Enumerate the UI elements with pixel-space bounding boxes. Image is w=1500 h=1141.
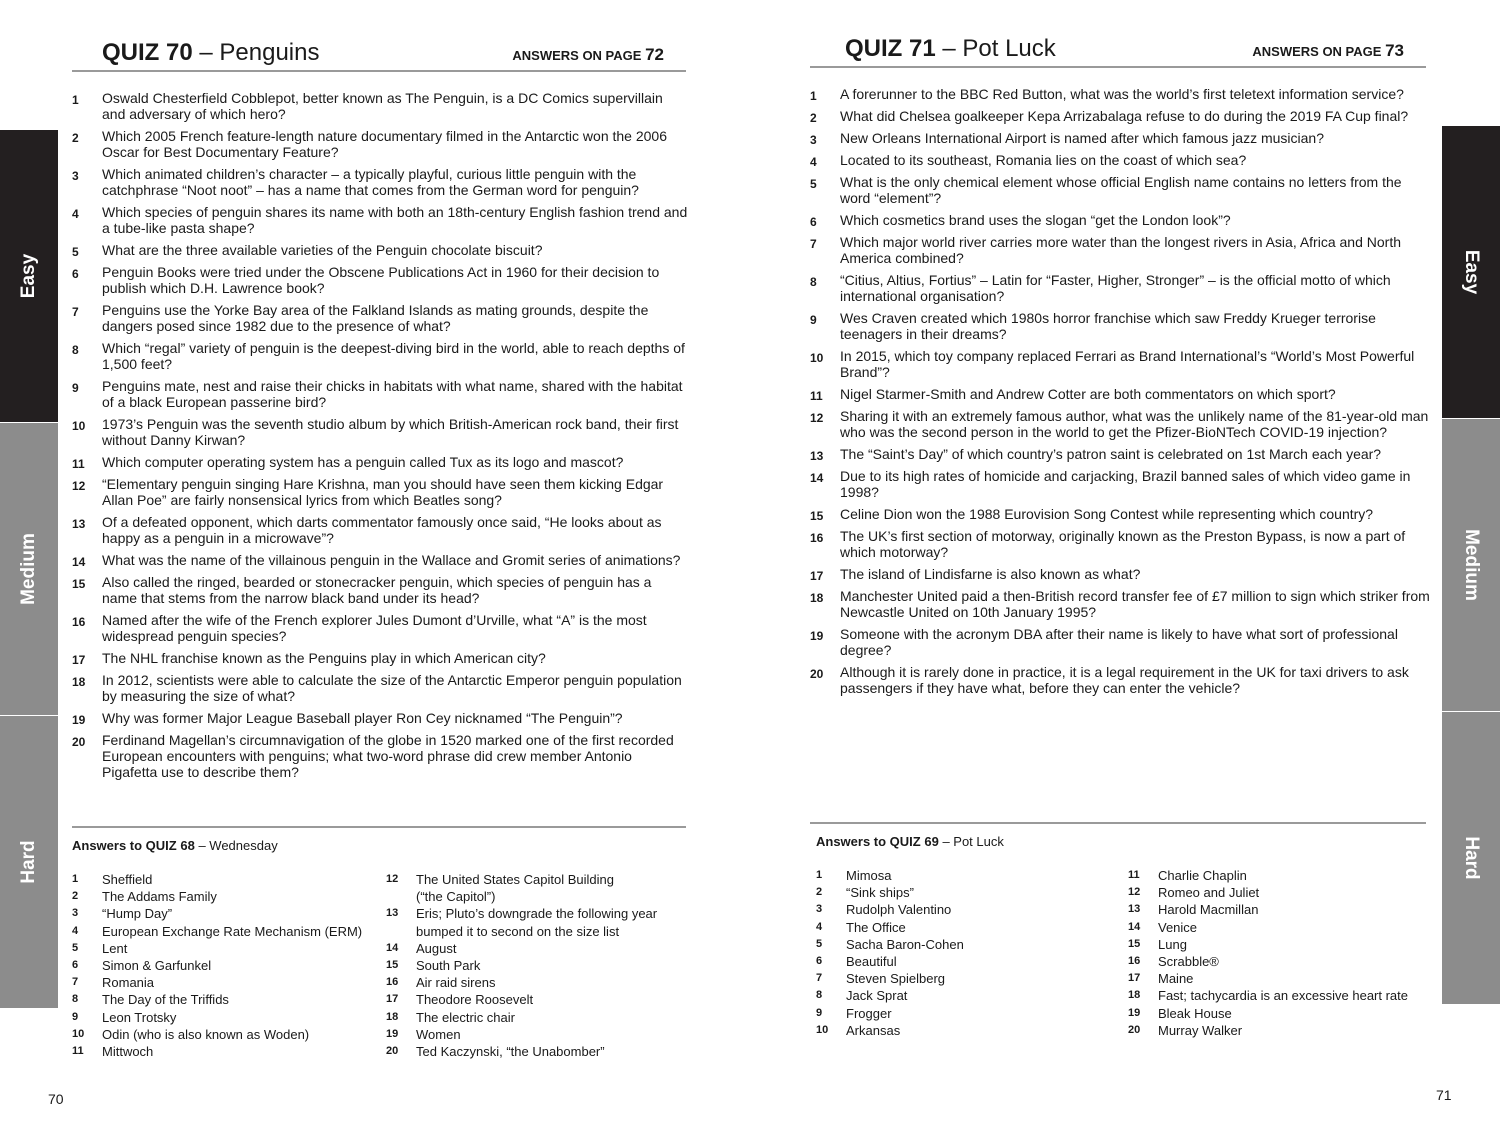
question-item-number: 17	[72, 653, 86, 667]
question-item	[810, 174, 1430, 206]
answer-item	[816, 867, 1116, 884]
answer-item	[1128, 884, 1428, 901]
answer-item-text: South Park	[416, 958, 481, 974]
answers-on-label: ANSWERS ON PAGE	[512, 48, 642, 63]
question-item	[72, 514, 690, 546]
question-item	[72, 552, 690, 568]
answer-item-text: The Day of the Triffids	[102, 992, 229, 1008]
answer-item	[1128, 1005, 1428, 1022]
question-item-number: 5	[72, 245, 79, 259]
question-item-text: Of a defeated opponent, which darts commentator famously once said, “He looks about as happy as a penguin in a microwave”?	[102, 514, 662, 546]
answer-item-text: Beautiful	[846, 954, 897, 970]
answer-item	[1128, 953, 1428, 970]
answer-item	[1128, 936, 1428, 953]
answer-item-text: Fast; tachycardia is an excessive heart rate	[1158, 988, 1409, 1004]
right-page	[750, 0, 1500, 1141]
tab-medium	[1442, 419, 1500, 711]
answer-item-text: Frogger	[846, 1005, 892, 1021]
answer-item-number: 3	[72, 907, 79, 920]
answer-item	[816, 936, 1116, 953]
answers-heading-prefix: Answers to QUIZ 68	[72, 838, 195, 853]
question-item	[810, 386, 1430, 402]
question-item-text: Penguins use the Yorke Bay area of the Falkland Islands as mating grounds, despite the dangers posed since 1982 due to the presence of what?	[102, 302, 649, 334]
question-item	[810, 566, 1430, 582]
question-item-text: Manchester United paid a then-British record transfer fee of £7 million to sign which striker from Newcastle United on 10th January 1995?	[840, 588, 1430, 620]
tab-medium	[0, 423, 58, 715]
answer-item	[816, 970, 1116, 987]
answer-item-text: Sheffield	[102, 872, 153, 887]
answer-item-number: 6	[816, 955, 823, 968]
question-item-text: Named after the wife of the French explorer Jules Dumont d’Urville, what “A” is the most widespread penguin species?	[102, 612, 647, 644]
answer-item	[386, 1043, 686, 1060]
answer-item	[72, 1043, 372, 1060]
question-item	[72, 732, 690, 780]
answer-item-number: 14	[386, 941, 399, 954]
answer-item	[386, 991, 686, 1008]
question-list	[810, 86, 1430, 702]
answer-item-number: 20	[1128, 1023, 1141, 1036]
answer-item-number: 1	[816, 869, 823, 881]
answer-item	[386, 1009, 686, 1026]
answer-item	[816, 953, 1116, 970]
answer-item-text: The Addams Family	[102, 889, 217, 905]
answer-item	[72, 974, 372, 991]
question-item-number: 12	[810, 411, 824, 425]
question-item-number: 2	[810, 111, 817, 125]
tab-easy	[0, 130, 58, 422]
question-item-number: 16	[72, 615, 86, 629]
answer-item-text: August	[416, 940, 457, 956]
answer-item-text: Murray Walker	[1158, 1022, 1243, 1038]
question-item	[810, 468, 1430, 500]
question-item-number: 8	[72, 343, 79, 357]
answer-item-text: Rudolph Valentino	[846, 902, 952, 918]
question-item	[72, 454, 690, 470]
tab-medium-label: Medium	[1461, 529, 1482, 601]
answers-page-number: 73	[1385, 41, 1404, 60]
answer-item-number: 15	[386, 959, 399, 972]
question-item	[810, 108, 1430, 124]
question-item-number: 10	[810, 351, 824, 365]
answer-item-text: Lung	[1158, 936, 1187, 952]
question-item-number: 4	[810, 155, 817, 169]
question-item	[810, 272, 1430, 304]
question-item-text: Why was former Major League Baseball player Ron Cey nicknamed “The Penguin”?	[102, 710, 623, 726]
quiz-number: QUIZ 71	[845, 35, 936, 62]
answer-item	[1128, 867, 1428, 884]
answer-item-text: Harold Macmillan	[1158, 902, 1259, 918]
question-item	[72, 302, 690, 334]
question-item-text: In 2012, scientists were able to calculate the size of the Antarctic Emperor penguin population by measuring the size of what?	[102, 672, 682, 704]
answer-item	[72, 923, 372, 940]
question-item	[810, 446, 1430, 462]
answer-item-number: 12	[1128, 886, 1141, 899]
answers-on-page	[512, 45, 664, 65]
answer-item-text: The United States Capitol Building	[416, 872, 615, 887]
quiz-topic: Pot Luck	[962, 35, 1056, 62]
answer-item	[72, 940, 372, 957]
question-item-text: Which 2005 French feature-length nature documentary filmed in the Antarctic won the 2006 Oscar for Best Documentary Feature?	[102, 128, 667, 160]
answer-item-text: Mimosa	[846, 868, 892, 883]
question-item-text: What is the only chemical element whose official English name contains no letters from the word “element”?	[840, 174, 1402, 206]
answer-item	[816, 987, 1116, 1004]
answer-item-number: 4	[816, 920, 823, 933]
question-item-number: 17	[810, 569, 824, 583]
question-item-number: 19	[810, 629, 824, 643]
question-item	[810, 528, 1430, 560]
answer-item	[72, 1026, 372, 1043]
tab-hard-label: Hard	[18, 840, 39, 884]
question-item-text: Celine Dion won the 1988 Eurovision Song Contest while representing which country?	[840, 506, 1374, 522]
question-item-text: Penguin Books were tried under the Obscene Publications Act in 1960 for their decision to publish which D.H. Lawrence book?	[102, 264, 660, 296]
question-item-number: 11	[72, 457, 85, 471]
question-item-number: 15	[810, 509, 824, 523]
answer-item-text: Scrabble®	[1158, 954, 1219, 970]
question-item	[72, 204, 690, 236]
question-item	[72, 378, 690, 410]
answer-item-number: 19	[1128, 1006, 1141, 1019]
question-item-text: The UK’s first section of motorway, originally known as the Preston Bypass, is now a part of which motorway?	[840, 528, 1406, 560]
question-item	[810, 130, 1430, 146]
answer-item-number: 19	[386, 1027, 399, 1040]
question-item	[72, 650, 690, 666]
answer-item-number: 7	[816, 972, 823, 985]
answer-item	[1128, 901, 1428, 918]
answer-item-text: Simon & Garfunkel	[102, 958, 212, 974]
question-item	[72, 340, 690, 372]
answer-item	[386, 1026, 686, 1043]
question-item-number: 20	[810, 667, 824, 681]
question-item-text: Which species of penguin shares its name with both an 18th-century English fashion trend and a tube-like pasta shape?	[102, 204, 688, 236]
quiz-header	[810, 26, 1426, 68]
question-item	[72, 128, 690, 160]
quiz-topic: Penguins	[219, 39, 320, 66]
title-dash: –	[199, 39, 220, 66]
question-item	[72, 264, 690, 296]
question-item-text: What are the three available varieties of the Penguin chocolate biscuit?	[102, 242, 543, 258]
question-item	[810, 348, 1430, 380]
answer-item-number: 13	[386, 907, 399, 920]
answer-item-text: Mittwoch	[102, 1044, 154, 1060]
answer-item	[386, 871, 686, 888]
question-item-text: The island of Lindisfarne is also known as what?	[840, 566, 1141, 582]
question-item-number: 13	[810, 449, 824, 463]
answer-item-text: The electric chair	[416, 1009, 515, 1025]
answer-item-number: 18	[386, 1010, 399, 1023]
question-item-text: Located to its southeast, Romania lies on the coast of which sea?	[840, 152, 1247, 168]
answer-item	[386, 905, 686, 922]
question-item-text: Although it is rarely done in practice, it is a legal requirement in the UK for taxi drivers to ask passengers if they have what, before they can enter the vehicle?	[840, 664, 1409, 696]
answer-item-number: 16	[386, 976, 399, 989]
answers-heading	[72, 838, 278, 853]
answer-item-number: 16	[1128, 955, 1141, 968]
answers-heading	[816, 834, 1004, 849]
question-item	[810, 588, 1430, 620]
answer-item	[72, 957, 372, 974]
tab-hard	[1442, 712, 1500, 1004]
answer-item-text: Venice	[1158, 919, 1198, 935]
question-item-number: 12	[72, 479, 86, 493]
question-item-text: The NHL franchise known as the Penguins play in which American city?	[102, 650, 546, 666]
question-item-text: Which “regal” variety of penguin is the deepest-diving bird in the world, able to reach depths of 1,500 feet?	[102, 340, 685, 372]
question-item	[72, 166, 690, 198]
answer-item-text: Leon Trotsky	[102, 1009, 177, 1025]
question-item-number: 2	[72, 131, 79, 145]
answer-item-number: 7	[72, 976, 79, 989]
answer-item-text: Odin (who is also known as Woden)	[102, 1026, 310, 1042]
question-item-number: 3	[72, 169, 79, 183]
answer-item	[1128, 970, 1428, 987]
answers-on-label: ANSWERS ON PAGE	[1252, 44, 1382, 59]
answer-item-text: Jack Sprat	[846, 988, 908, 1004]
question-item-text: Which cosmetics brand uses the slogan “get the London look”?	[840, 212, 1231, 228]
answers-heading-dash: –	[942, 834, 954, 849]
question-item-text: Also called the ringed, bearded or stonecracker penguin, which species of penguin has a name that stems from the narrow black band under its head?	[102, 574, 652, 606]
answers-column-1	[816, 867, 1116, 1039]
question-item-text: Someone with the acronym DBA after their name is likely to have what sort of professional degree?	[840, 626, 1398, 658]
question-item-number: 9	[72, 381, 79, 395]
answer-item-number: 10	[72, 1027, 85, 1040]
question-item-number: 4	[72, 207, 79, 221]
question-item-text: What did Chelsea goalkeeper Kepa Arrizabalaga refuse to do during the 2019 FA Cup final?	[840, 108, 1409, 124]
answer-item-text: Ted Kaczynski, “the Unabomber”	[416, 1044, 605, 1060]
answer-item-number: 11	[72, 1045, 84, 1058]
answer-item	[816, 919, 1116, 936]
answer-item	[1128, 1022, 1428, 1039]
page-number: 71	[1436, 1087, 1452, 1103]
answer-item-number: 18	[1128, 989, 1141, 1002]
answer-item	[386, 888, 686, 905]
tab-medium-label: Medium	[18, 533, 39, 605]
answer-item-number: 6	[72, 959, 79, 972]
question-item	[72, 416, 690, 448]
question-item-number: 15	[72, 577, 86, 591]
answer-item-text: Charlie Chaplin	[1158, 868, 1247, 883]
answer-item-number: 8	[72, 993, 79, 1006]
answer-item	[816, 1022, 1116, 1039]
answer-item	[72, 871, 372, 888]
answers-column-1	[72, 871, 372, 1060]
answer-item	[72, 1009, 372, 1026]
answer-item-text: Romania	[102, 975, 155, 991]
question-item-text: Ferdinand Magellan’s circumnavigation of the globe in 1520 marked one of the first recorded European encounters with penguins; what two-word phrase did crew member Antonio Pigafetta use to describe them?	[102, 732, 674, 780]
answer-item-text: Steven Spielberg	[846, 971, 946, 987]
answer-item-text: (“the Capitol”)	[416, 889, 496, 905]
answer-item-text: Women	[416, 1026, 461, 1042]
answer-item-number: 10	[816, 1023, 829, 1036]
question-item-text: Penguins mate, nest and raise their chicks in habitats with what name, shared with the habitat of a black European passerine bird?	[102, 378, 683, 410]
question-item-text: Nigel Starmer-Smith and Andrew Cotter are both commentators on which sport?	[840, 386, 1336, 402]
question-item-number: 1	[810, 89, 817, 103]
question-item	[810, 664, 1430, 696]
answer-item-number: 20	[386, 1045, 399, 1058]
answer-item-number: 14	[1128, 920, 1141, 933]
question-item	[72, 242, 690, 258]
answer-item-number: 3	[816, 903, 823, 916]
answer-item-number: 2	[72, 890, 79, 903]
answer-item-number: 5	[816, 937, 823, 950]
answers-on-page	[1252, 41, 1404, 61]
answers-page-number: 72	[645, 45, 664, 64]
question-item-text: Which computer operating system has a penguin called Tux as its logo and mascot?	[102, 454, 624, 470]
tab-easy	[1442, 126, 1500, 418]
answer-item-number: 12	[386, 873, 399, 885]
question-item-text: “Citius, Altius, Fortius” – Latin for “Faster, Higher, Stronger” – is the official motto of which international organisation?	[840, 272, 1391, 304]
question-item	[72, 90, 690, 122]
answer-item	[72, 905, 372, 922]
answers-column-2	[1128, 867, 1428, 1039]
answers-divider	[72, 826, 686, 828]
question-item-number: 1	[72, 93, 79, 107]
question-item-text: What was the name of the villainous penguin in the Wallace and Gromit series of animations?	[102, 552, 681, 568]
answer-item-text: “Hump Day”	[102, 906, 173, 922]
answers-heading-topic: Wednesday	[209, 838, 278, 853]
answer-item-text: European Exchange Rate Mechanism (ERM)	[102, 923, 363, 939]
question-item-text: The “Saint’s Day” of which country’s patron saint is celebrated on 1st March each year?	[840, 446, 1382, 462]
question-item-number: 16	[810, 531, 824, 545]
answers-heading-prefix: Answers to QUIZ 69	[816, 834, 939, 849]
question-item-number: 9	[810, 313, 817, 327]
tab-easy-label: Easy	[18, 253, 39, 299]
question-item-number: 10	[72, 419, 86, 433]
tab-easy-label: Easy	[1461, 249, 1482, 295]
question-item	[810, 212, 1430, 228]
question-item-text: Sharing it with an extremely famous author, what was the unlikely name of the 81-year-old man who was the second person in the world to get the Pfizer-BioNTech COVID-19 injection?	[840, 408, 1429, 440]
question-item-number: 20	[72, 735, 86, 749]
question-item-number: 19	[72, 713, 86, 727]
answer-item-number: 11	[1128, 869, 1140, 881]
answer-item-number: 2	[816, 886, 823, 899]
question-item-number: 18	[72, 675, 86, 689]
answer-item	[386, 957, 686, 974]
answer-item-text: Lent	[102, 940, 128, 956]
answers-divider	[810, 822, 1426, 824]
question-item-number: 3	[810, 133, 817, 147]
answer-item	[816, 1005, 1116, 1022]
answer-item	[386, 923, 686, 940]
answer-item-text: Romeo and Juliet	[1158, 885, 1260, 901]
answer-item-number: 9	[72, 1010, 79, 1023]
answer-item	[386, 940, 686, 957]
tab-hard-label: Hard	[1461, 836, 1482, 880]
question-item-number: 13	[72, 517, 86, 531]
question-item	[810, 408, 1430, 440]
page-title	[845, 35, 1056, 63]
answers-heading-topic: Pot Luck	[953, 834, 1004, 849]
answer-item-text: The Office	[846, 919, 906, 935]
question-item-text: 1973’s Penguin was the seventh studio album by which British-American rock band, their first without Danny Kirwan?	[102, 416, 679, 448]
answer-item	[386, 974, 686, 991]
question-item-text: A forerunner to the BBC Red Button, what was the world’s first teletext information service?	[840, 86, 1404, 102]
question-item	[810, 506, 1430, 522]
page-title	[102, 39, 319, 67]
answer-item	[816, 884, 1116, 901]
question-item-text: Which major world river carries more water than the longest rivers in Asia, Africa and North America combined?	[840, 234, 1401, 266]
answer-item-text: “Sink ships”	[846, 885, 914, 901]
question-item-number: 18	[810, 591, 824, 605]
answer-item-text: Arkansas	[846, 1022, 901, 1038]
answer-item-text: Eris; Pluto’s downgrade the following year	[416, 906, 658, 922]
question-item-text: Which animated children’s character – a typically playful, curious little penguin with the catchphrase “Noot noot” – has a name that comes from the German word for penguin?	[102, 166, 639, 198]
question-item	[72, 710, 690, 726]
answer-item-text: Sacha Baron-Cohen	[846, 936, 964, 952]
question-item-number: 6	[810, 215, 817, 229]
question-list	[72, 90, 690, 786]
answer-item-number: 9	[816, 1006, 823, 1019]
answers-column-2	[386, 871, 686, 1060]
question-item	[72, 574, 690, 606]
question-item-text: Wes Craven created which 1980s horror franchise which saw Freddy Krueger terrorise teenagers in their dreams?	[840, 310, 1376, 342]
question-item-number: 7	[810, 237, 817, 251]
question-item-number: 14	[810, 471, 824, 485]
question-item	[810, 152, 1430, 168]
question-item-number: 6	[72, 267, 79, 281]
answer-item	[72, 888, 372, 905]
answer-item-number: 1	[72, 873, 79, 885]
answer-item-text: Bleak House	[1158, 1005, 1232, 1021]
question-item-number: 11	[810, 389, 823, 403]
question-item-number: 8	[810, 275, 817, 289]
tab-hard	[0, 716, 58, 1008]
question-item-text: New Orleans International Airport is named after which famous jazz musician?	[840, 130, 1324, 146]
question-item	[810, 86, 1430, 102]
question-item-number: 7	[72, 305, 79, 319]
answer-item-text: Air raid sirens	[416, 975, 496, 991]
answers-heading-dash: –	[198, 838, 210, 853]
question-item	[72, 612, 690, 644]
question-item	[72, 476, 690, 508]
question-item-text: Oswald Chesterfield Cobblepot, better known as The Penguin, is a DC Comics supervillain and adversary of which hero?	[102, 90, 663, 122]
answer-item-text: Maine	[1158, 971, 1194, 987]
answer-item	[72, 991, 372, 1008]
question-item-number: 14	[72, 555, 86, 569]
answer-item-number: 15	[1128, 937, 1141, 950]
question-item	[72, 672, 690, 704]
answer-item-number: 17	[1128, 972, 1141, 985]
question-item-number: 5	[810, 177, 817, 191]
answer-item-number: 13	[1128, 903, 1141, 916]
question-item-text: In 2015, which toy company replaced Ferrari as Brand International’s “World’s Most Powerful Brand”?	[840, 348, 1415, 380]
question-item-text: “Elementary penguin singing Hare Krishna, man you should have seen them kicking Edgar Allan Poe” are fairly nonsensical lyrics from which Beatles song?	[102, 476, 664, 508]
answer-item-text: bumped it to second on the size list	[416, 923, 620, 939]
question-item	[810, 234, 1430, 266]
answer-item-number: 17	[386, 993, 399, 1006]
answer-item-number: 8	[816, 989, 823, 1002]
answer-item-number: 4	[72, 924, 79, 937]
question-item	[810, 626, 1430, 658]
title-dash: –	[942, 35, 963, 62]
quiz-header	[72, 30, 686, 72]
answer-item-number: 5	[72, 941, 79, 954]
answer-item	[1128, 987, 1428, 1004]
question-item	[810, 310, 1430, 342]
page-number: 70	[48, 1091, 64, 1107]
question-item-text: Due to its high rates of homicide and carjacking, Brazil banned sales of which video game in 1998?	[840, 468, 1411, 500]
answer-item	[1128, 919, 1428, 936]
answer-item	[816, 901, 1116, 918]
quiz-number: QUIZ 70	[102, 39, 193, 66]
answer-item-text: Theodore Roosevelt	[416, 992, 534, 1008]
